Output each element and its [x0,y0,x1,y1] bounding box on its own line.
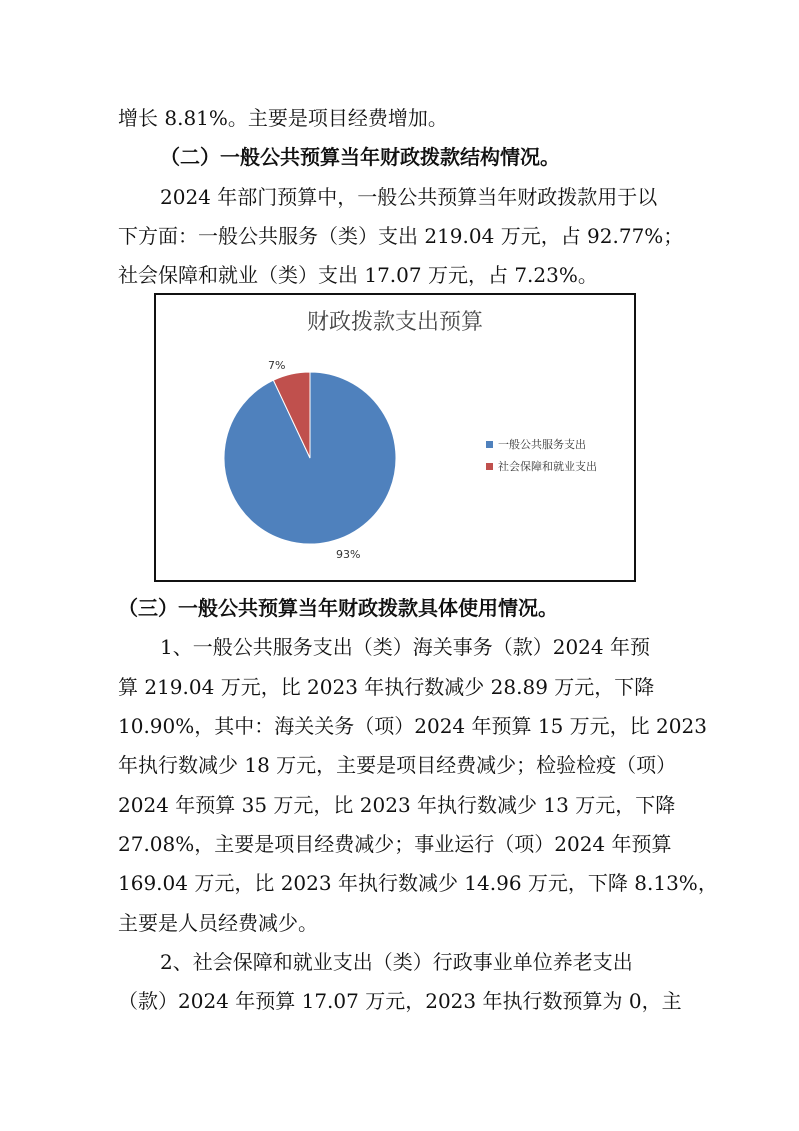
text-line: （款）2024 年预算 17.07 万元，2023 年执行数预算为 0，主 [118,989,682,1013]
chart-title: 财政拨款支出预算 [306,310,483,335]
legend-swatch [486,463,493,470]
text-line: 10.90%，其中：海关关务（项）2024 年预算 15 万元，比 2023 [118,714,707,738]
pie-label-social-security: 7% [268,359,286,372]
legend-swatch [486,441,493,448]
text-line: 1、一般公共服务支出（类）海关事务（款）2024 年预 [160,635,650,659]
text-line: 算 219.04 万元，比 2023 年执行数减少 28.89 万元，下降 [118,675,655,699]
text-line: 增长 8.81%。主要是项目经费增加。 [118,106,448,130]
legend-label: 一般公共服务支出 [498,438,586,451]
text-line: 年执行数减少 18 万元，主要是项目经费减少；检验检疫（项） [118,753,677,777]
text-line: 2、社会保障和就业支出（类）行政事业单位养老支出 [160,950,633,974]
text-line: 2024 年预算 35 万元，比 2023 年执行数减少 13 万元，下降 [118,793,676,817]
pie-chart [154,293,636,582]
section-heading-2: （二）一般公共预算当年财政拨款结构情况。 [160,145,560,169]
text-line: 169.04 万元，比 2023 年执行数减少 14.96 万元，下降 8.13%， [118,871,718,895]
legend-item [486,455,597,477]
chart-legend [486,433,597,477]
text-line: 主要是人员经费减少。 [118,911,318,935]
section-heading-3: （三）一般公共预算当年财政拨款具体使用情况。 [118,596,558,620]
text-line: 2024 年部门预算中，一般公共预算当年财政拨款用于以 [160,185,658,209]
text-line: 社会保障和就业（类）支出 17.07 万元，占 7.23%。 [118,263,598,287]
legend-item [486,433,597,455]
text-line: 下方面：一般公共服务（类）支出 219.04 万元，占 92.77%； [118,224,684,248]
legend-label: 社会保障和就业支出 [498,460,597,473]
pie-label-general-public-services: 93% [336,548,361,561]
text-line: 27.08%，主要是项目经费减少；事业运行（项）2024 年预算 [118,832,672,856]
